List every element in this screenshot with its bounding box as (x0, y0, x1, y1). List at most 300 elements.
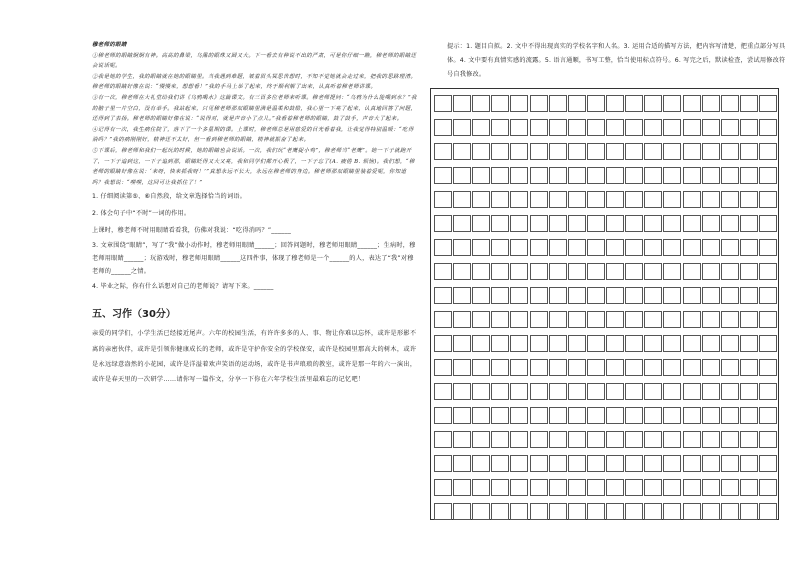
grid-cell (683, 215, 701, 232)
grid-cell (530, 431, 548, 448)
grid-cell (644, 191, 662, 208)
grid-cell (568, 143, 586, 160)
grid-cell (453, 95, 471, 112)
grid-cell (606, 359, 624, 376)
grid-cell (472, 191, 490, 208)
grid-cell (721, 383, 739, 400)
grid-cell (740, 191, 758, 208)
grid-cell (472, 335, 490, 352)
reading-paragraph-2: ②我是她的学生，我的眼睛就在她的眼睛里。当我遇到难题，皱着眉头冥思苦想时，不知不觉她就会走过来，把我的思路理清。穆老师的眼睛好像在说：“慢慢来，想想看！”我的手马上举了起来，终于顺利解了出来，认真听着穆老师讲课。 (92, 73, 417, 91)
grid-cell (683, 95, 701, 112)
grid-cell (491, 383, 509, 400)
grid-cell (683, 167, 701, 184)
grid-cell (644, 383, 662, 400)
grid-cell (721, 239, 739, 256)
grid-cell (606, 167, 624, 184)
question-4: 4. 毕业之际，你有什么话想对自己的老师说？请写下来。______ (92, 283, 274, 291)
grid-cell (663, 479, 681, 496)
grid-cell (606, 143, 624, 160)
grid-cell (702, 143, 720, 160)
grid-cell (491, 359, 509, 376)
reading-paragraph-5: ⑤下课后，穆老师和我们一起玩的时候，她的眼睛也会说话。一次，我们玩“老鹰捉小鸡”，穆老师当“老鹰”。她一下子就跑开了，一下子追到这，一下子追到那，眼睛眨得又大又亮，我和同学们都开心极了，一下子忘了(A. 疲倦 B. 烦恼)。我们想，“穆老师的眼睛好像在说：‘来呀，快来抓我呀！’”真想永远不长大，永远在穆老师的身边。穆老师那双眼睛里装着爱呢，你知道吗？我想说：“嘿嘿，这回可让我抓住了！” (92, 147, 415, 186)
grid-cell (702, 479, 720, 496)
reading-paragraph-4: ④记得有一次，我生病住院了，落下了一个多星期的课。上课时，穆老师总是用慈爱的目光看着我，让我觉得特别温暖：“吃得消吗？”我的病刚刚好，精神还不太好，但一看到穆老师的眼睛，精神就振奋了起来。 (92, 126, 414, 144)
grid-cell (759, 263, 777, 280)
grid-cell (702, 263, 720, 280)
grid-cell (702, 407, 720, 424)
grid-cell (683, 503, 701, 520)
grid-cell (702, 311, 720, 328)
writing-section-title: 五、习作（30分） (92, 309, 176, 321)
grid-cell (683, 335, 701, 352)
grid-cell (472, 359, 490, 376)
grid-cell (644, 287, 662, 304)
grid-cell (702, 119, 720, 136)
grid-cell (549, 263, 567, 280)
grid-cell (702, 287, 720, 304)
grid-cell (683, 431, 701, 448)
grid-cell (740, 455, 758, 472)
grid-cell (530, 167, 548, 184)
grid-cell (625, 407, 643, 424)
grid-cell (606, 503, 624, 520)
grid-cell (453, 359, 471, 376)
grid-cell (663, 503, 681, 520)
grid-cell (434, 215, 452, 232)
grid-cell (606, 407, 624, 424)
grid-cell (625, 359, 643, 376)
grid-cell (683, 407, 701, 424)
grid-cell (453, 503, 471, 520)
grid-cell (491, 263, 509, 280)
grid-cell (683, 479, 701, 496)
composition-grid (430, 88, 779, 520)
grid-cell (663, 95, 681, 112)
grid-cell (702, 95, 720, 112)
grid-cell (549, 167, 567, 184)
grid-cell (549, 311, 567, 328)
grid-cell (530, 215, 548, 232)
grid-cell (453, 455, 471, 472)
grid-cell (472, 143, 490, 160)
grid-cell (683, 455, 701, 472)
grid-cell (740, 359, 758, 376)
grid-cell (491, 407, 509, 424)
writing-prompt: 亲爱的同学们，小学生活已经接近尾声。六年的校园生活，有许许多多的人、事、物让你难以忘怀，或许是形影不离的亲密伙伴，或许是引领你健康成长的老师，或许是守护你安全的学校保安，或许是校园里那高大的树木，或许是永远绿意盎然的小花园，或许是洋溢着欢声笑语的运动场，或许是书声琅琅的教室，或许是那一年的六一演出，或许是春天里的一次研学……请你写一篇作文，分享一下你在六年学校生活里最难忘的记忆吧！ (92, 330, 417, 383)
grid-cell (549, 119, 567, 136)
grid-cell (625, 215, 643, 232)
grid-cell (530, 383, 548, 400)
grid-cell (606, 479, 624, 496)
grid-cell (740, 95, 758, 112)
grid-cell (549, 431, 567, 448)
grid-cell (587, 479, 605, 496)
grid-cell (606, 263, 624, 280)
grid-cell (759, 479, 777, 496)
grid-cell (721, 167, 739, 184)
grid-cell (644, 431, 662, 448)
grid-cell (702, 191, 720, 208)
grid-cell (587, 143, 605, 160)
question-1: 1. 仔细阅读第⑤、⑥自然段，给文章选择恰当的词语。 (92, 193, 247, 201)
grid-cell (510, 335, 528, 352)
grid-cell (568, 263, 586, 280)
grid-cell (530, 95, 548, 112)
reading-paragraph-3: ③有一次，穆老师在大礼堂给我们讲《乌鸦喝水》这篇课文。有三百多位老师来听课。穆老师提问：“乌鸦为什么能喝到水？”我的脑子里一片空白，没有举手。我站起来，只见穆老师那双眼睛里满是温柔和鼓励，我心里一下亮了起来，认真地回答了问题，还得到了表扬。穆老师的眼睛好像在说：“说得对，就是声音小了点儿。”我看着穆老师的眼睛，鼓了鼓手，声音大了起来。 (92, 94, 417, 123)
grid-cell (702, 335, 720, 352)
grid-cell (434, 119, 452, 136)
grid-cell (510, 359, 528, 376)
grid-cell (568, 287, 586, 304)
grid-cell (625, 311, 643, 328)
grid-cell (740, 119, 758, 136)
grid-cell (434, 167, 452, 184)
reading-paragraph-1: ①穆老师的眼睛炯炯有神。高高的鼻梁，乌黑的眼珠又圆又大。下一看去有种说不出的严肃，可是你仔细一瞧，穆老师的眼睛还会说话呢。 (92, 52, 417, 70)
grid-cell (453, 431, 471, 448)
grid-cell (759, 311, 777, 328)
grid-cell (549, 143, 567, 160)
grid-cell (434, 359, 452, 376)
grid-cell (491, 215, 509, 232)
grid-cell (530, 287, 548, 304)
reading-column (92, 40, 417, 387)
grid-cell (453, 119, 471, 136)
grid-cell (721, 191, 739, 208)
grid-cell (759, 287, 777, 304)
grid-cell (606, 95, 624, 112)
grid-cell (644, 167, 662, 184)
grid-cell (759, 167, 777, 184)
grid-cell (434, 407, 452, 424)
grid-cell (587, 335, 605, 352)
grid-cell (510, 503, 528, 520)
grid-cell (472, 119, 490, 136)
grid-cell (663, 431, 681, 448)
grid-cell (587, 191, 605, 208)
grid-cell (453, 263, 471, 280)
grid-cell (549, 95, 567, 112)
grid-cell (510, 431, 528, 448)
grid-cell (721, 287, 739, 304)
grid-cell (434, 311, 452, 328)
grid-cell (625, 191, 643, 208)
grid-cell (606, 431, 624, 448)
grid-cell (453, 239, 471, 256)
grid-cell (644, 95, 662, 112)
grid-cell (568, 215, 586, 232)
grid-cell (568, 455, 586, 472)
grid-cell (453, 335, 471, 352)
grid-cell (644, 407, 662, 424)
grid-cell (663, 287, 681, 304)
grid-cell (644, 335, 662, 352)
grid-cell (549, 503, 567, 520)
grid-cell (568, 191, 586, 208)
grid-cell (740, 503, 758, 520)
grid-cell (434, 287, 452, 304)
grid-cell (472, 215, 490, 232)
grid-cell (721, 311, 739, 328)
grid-cell (606, 335, 624, 352)
hint-area (447, 40, 787, 82)
grid-cell (587, 215, 605, 232)
grid-cell (663, 335, 681, 352)
grid-cell (625, 431, 643, 448)
grid-cell (625, 263, 643, 280)
grid-cell (759, 119, 777, 136)
grid-cell (740, 335, 758, 352)
grid-cell (491, 503, 509, 520)
grid-cell (568, 431, 586, 448)
grid-cell (721, 95, 739, 112)
grid-cell (587, 287, 605, 304)
grid-cell (549, 239, 567, 256)
grid-cell (606, 287, 624, 304)
grid-cell (740, 383, 758, 400)
grid-cell (644, 311, 662, 328)
grid-cell (549, 215, 567, 232)
grid-cell (587, 383, 605, 400)
grid-cell (587, 407, 605, 424)
grid-cell (721, 407, 739, 424)
grid-cell (530, 479, 548, 496)
grid-cell (721, 215, 739, 232)
grid-cell (740, 215, 758, 232)
grid-cell (740, 143, 758, 160)
grid-cell (491, 95, 509, 112)
grid-cell (625, 287, 643, 304)
writing-hint: 提示：1. 题目自拟。2. 文中不得出现真实的学校名字和人名。3. 运用合适的描写方法，把内容写清楚，把重点部分写具体。4. 文中要有真情实感的流露。5. 语言通顺，书写工整，恰当使用标点符号。6. 写完之后，默读检查，尝试用修改符号自我修改。 (447, 43, 786, 78)
grid-cell (683, 119, 701, 136)
grid-cell (740, 239, 758, 256)
grid-cell (491, 431, 509, 448)
grid-cell (587, 455, 605, 472)
grid-cell (625, 119, 643, 136)
grid-cell (568, 383, 586, 400)
grid-cell (759, 503, 777, 520)
grid-cell (759, 335, 777, 352)
grid-cell (721, 455, 739, 472)
grid-cell (683, 383, 701, 400)
grid-cell (702, 359, 720, 376)
grid-cell (587, 263, 605, 280)
grid-cell (740, 263, 758, 280)
grid-cell (606, 239, 624, 256)
grid-cell (683, 239, 701, 256)
grid-cell (721, 431, 739, 448)
grid-cell (759, 143, 777, 160)
grid-cell (740, 287, 758, 304)
grid-cell (549, 479, 567, 496)
grid-cell (625, 95, 643, 112)
grid-cell (606, 383, 624, 400)
grid-cell (740, 167, 758, 184)
grid-cell (568, 359, 586, 376)
grid-cell (549, 359, 567, 376)
grid-cell (453, 407, 471, 424)
grid-cell (759, 191, 777, 208)
grid-cell (644, 455, 662, 472)
grid-cell (434, 503, 452, 520)
grid-cell (453, 383, 471, 400)
grid-cell (453, 311, 471, 328)
grid-cell (491, 119, 509, 136)
grid-cell (625, 455, 643, 472)
grid-cell (491, 191, 509, 208)
grid-cell (663, 191, 681, 208)
grid-cell (759, 239, 777, 256)
grid-cell (587, 119, 605, 136)
grid-cell (530, 143, 548, 160)
grid-cell (721, 143, 739, 160)
grid-cell (683, 311, 701, 328)
grid-cell (759, 455, 777, 472)
grid-cell (472, 239, 490, 256)
grid-cell (453, 167, 471, 184)
grid-cell (434, 143, 452, 160)
grid-cell (721, 119, 739, 136)
grid-cell (740, 479, 758, 496)
grid-cell (491, 311, 509, 328)
grid-cell (587, 95, 605, 112)
grid-cell (434, 335, 452, 352)
grid-cell (625, 335, 643, 352)
grid-cell (472, 287, 490, 304)
grid-cell (510, 95, 528, 112)
grid-cell (606, 119, 624, 136)
question-3: 3. 文章围绕“眼睛”，写了“我”做小动作时，穆老师用眼睛______；回答问题时，穆老师用眼睛______；生病时，穆老师用眼睛______；玩游戏时，穆老师用眼睛______这四件事，体现了穆老师是一个______的人，表达了“我”对穆老师的______之情。 (92, 242, 416, 276)
grid-cell (434, 383, 452, 400)
grid-cell (702, 239, 720, 256)
grid-cell (568, 119, 586, 136)
grid-cell (530, 311, 548, 328)
grid-cell (510, 479, 528, 496)
grid-cell (644, 215, 662, 232)
grid-cell (453, 479, 471, 496)
grid-cell (683, 287, 701, 304)
grid-cell (663, 263, 681, 280)
grid-cell (663, 239, 681, 256)
grid-cell (721, 479, 739, 496)
grid-cell (568, 239, 586, 256)
grid-cell (702, 167, 720, 184)
grid-cell (491, 143, 509, 160)
grid-cell (510, 167, 528, 184)
grid-cell (491, 455, 509, 472)
grid-cell (510, 143, 528, 160)
grid-cell (587, 503, 605, 520)
grid-cell (510, 263, 528, 280)
grid-cell (568, 167, 586, 184)
grid-cell (644, 503, 662, 520)
grid-cell (663, 407, 681, 424)
grid-cell (587, 167, 605, 184)
grid-cell (549, 407, 567, 424)
grid-cell (549, 335, 567, 352)
grid-cell (434, 263, 452, 280)
grid-cell (472, 311, 490, 328)
grid-cell (644, 479, 662, 496)
grid-cell (434, 191, 452, 208)
grid-cell (683, 191, 701, 208)
grid-cell (472, 383, 490, 400)
grid-cell (472, 503, 490, 520)
grid-cell (683, 263, 701, 280)
grid-cell (472, 95, 490, 112)
grid-cell (568, 407, 586, 424)
grid-cell (663, 143, 681, 160)
grid-cell (759, 95, 777, 112)
grid-cell (491, 239, 509, 256)
grid-cell (625, 479, 643, 496)
grid-cell (510, 287, 528, 304)
grid-cell (549, 287, 567, 304)
grid-cell (721, 263, 739, 280)
grid-cell (740, 311, 758, 328)
grid-cell (702, 455, 720, 472)
grid-cell (740, 407, 758, 424)
grid-cell (683, 143, 701, 160)
reading-title: 穆老师的眼睛 (92, 42, 127, 48)
grid-cell (568, 311, 586, 328)
grid-cell (510, 455, 528, 472)
grid-cell (530, 503, 548, 520)
grid-cell (625, 239, 643, 256)
grid-cell (434, 239, 452, 256)
grid-cell (472, 455, 490, 472)
grid-cell (759, 407, 777, 424)
grid-cell (491, 167, 509, 184)
grid-cell (587, 311, 605, 328)
grid-cell (549, 191, 567, 208)
grid-cell (434, 431, 452, 448)
grid-cell (721, 335, 739, 352)
grid-cell (606, 311, 624, 328)
grid-cell (510, 191, 528, 208)
grid-cell (510, 311, 528, 328)
grid-cell (434, 455, 452, 472)
grid-cell (644, 263, 662, 280)
grid-cell (683, 359, 701, 376)
grid-cell (625, 167, 643, 184)
grid-cell (491, 335, 509, 352)
grid-cell (663, 167, 681, 184)
grid-cell (568, 335, 586, 352)
grid-cell (663, 359, 681, 376)
grid-cell (702, 215, 720, 232)
grid-cell (759, 431, 777, 448)
grid-cell (472, 407, 490, 424)
grid-cell (434, 95, 452, 112)
grid-cell (549, 383, 567, 400)
question-2-sentence: 上课时，穆老师不时用眼睛看看我，仿佛对我说：“吃得消吗？”______ (92, 227, 292, 235)
grid-cell (702, 383, 720, 400)
grid-cell (530, 335, 548, 352)
grid-cell (644, 239, 662, 256)
grid-cell (530, 359, 548, 376)
grid-cell (568, 503, 586, 520)
grid-cell (472, 167, 490, 184)
grid-cell (568, 479, 586, 496)
grid-cell (453, 143, 471, 160)
question-2: 2. 体会句子中“不时”一词的作用。 (92, 210, 191, 218)
grid-cell (644, 359, 662, 376)
grid-cell (530, 119, 548, 136)
grid-cell (453, 287, 471, 304)
grid-cell (587, 431, 605, 448)
grid-cell (453, 191, 471, 208)
grid-cell (663, 215, 681, 232)
